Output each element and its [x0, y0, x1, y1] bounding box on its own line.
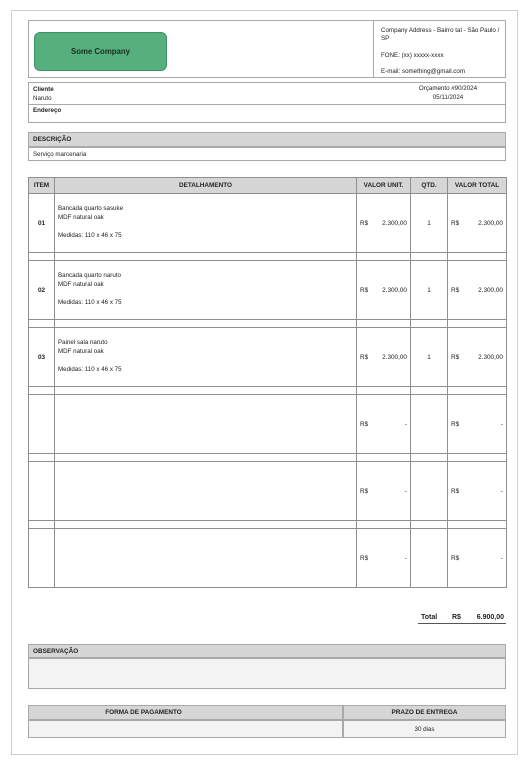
spacer-cell — [357, 253, 411, 261]
row-unit-value — [357, 194, 411, 253]
table-row — [29, 395, 507, 454]
delivery-value: 30 dias — [414, 726, 435, 733]
row-qty: 1 — [411, 194, 448, 253]
table-spacer-row — [29, 387, 507, 395]
spacer-cell — [29, 454, 55, 462]
observation-label: OBSERVAÇÃO — [33, 648, 79, 655]
spacer-cell — [411, 521, 448, 529]
row-item-number — [29, 395, 55, 454]
row-total-amount: 2.300,00 — [478, 219, 503, 227]
row-item-number: 02 — [29, 261, 55, 320]
spacer-cell — [411, 253, 448, 261]
row-detail — [55, 194, 357, 253]
row-item-number — [29, 529, 55, 588]
total-row — [418, 611, 506, 624]
delivery-value-box — [343, 720, 506, 738]
spacer-cell — [448, 521, 507, 529]
row-detail-measures: Medidas: 110 x 46 x 75 — [58, 365, 122, 373]
quote-date: 05/11/2024 — [432, 94, 464, 101]
table-row — [29, 194, 507, 253]
row-detail — [55, 529, 357, 588]
row-unit-currency: R$ — [360, 487, 369, 495]
spacer-cell — [29, 253, 55, 261]
header-detail: DETALHAMENTO — [55, 178, 357, 194]
row-unit-value — [357, 261, 411, 320]
row-qty: 1 — [411, 328, 448, 387]
company-logo — [34, 32, 167, 71]
items-table-header — [29, 178, 507, 194]
row-total-value — [448, 328, 507, 387]
payment-label: FORMA DE PAGAMENTO — [105, 709, 182, 716]
row-total-currency: R$ — [451, 487, 460, 495]
spacer-cell — [29, 387, 55, 395]
spacer-cell — [448, 387, 507, 395]
row-detail-title: Bancada quarto sasuke — [58, 205, 124, 213]
table-spacer-row — [29, 454, 507, 462]
row-total-currency: R$ — [451, 554, 460, 562]
description-value: Serviço marcenaria — [33, 151, 87, 158]
table-row — [29, 328, 507, 387]
row-detail — [55, 261, 357, 320]
row-detail-spacer — [58, 290, 353, 299]
payment-value-box — [28, 720, 343, 738]
row-detail-spacer — [58, 420, 353, 429]
row-detail-spacer — [58, 487, 353, 496]
spacer-cell — [357, 320, 411, 328]
row-total-value — [448, 395, 507, 454]
spacer-cell — [411, 320, 448, 328]
header-item: ITEM — [29, 178, 55, 194]
row-detail-material: MDF natural oak — [58, 348, 104, 355]
row-qty — [411, 395, 448, 454]
row-total-amount: 2.300,00 — [478, 353, 503, 361]
delivery-label: PRAZO DE ENTREGA — [391, 709, 458, 716]
client-name: Naruto — [33, 95, 52, 102]
company-phone: FONE: (xx) xxxxx-xxxx — [381, 52, 444, 59]
address-label: Endereço — [33, 107, 62, 114]
row-total-amount: - — [500, 420, 503, 428]
row-detail — [55, 462, 357, 521]
row-detail-spacer — [58, 357, 353, 366]
spacer-cell — [55, 387, 357, 395]
row-detail-title: Bancada quarto naruto — [58, 272, 121, 280]
row-unit-value — [357, 328, 411, 387]
row-total-value — [448, 462, 507, 521]
row-unit-amount: 2.300,00 — [382, 353, 407, 361]
row-total-value — [448, 261, 507, 320]
row-unit-amount: - — [404, 420, 407, 428]
spacer-cell — [357, 387, 411, 395]
payment-header — [28, 705, 343, 720]
row-total-amount: 2.300,00 — [478, 286, 503, 294]
description-value-box — [28, 147, 506, 161]
spacer-cell — [448, 253, 507, 261]
total-value: 6.900,00 — [476, 613, 504, 621]
row-qty — [411, 462, 448, 521]
row-unit-value — [357, 395, 411, 454]
spacer-cell — [55, 253, 357, 261]
spacer-cell — [411, 387, 448, 395]
row-item-number: 03 — [29, 328, 55, 387]
row-total-currency: R$ — [451, 219, 460, 227]
table-spacer-row — [29, 320, 507, 328]
spacer-cell — [55, 521, 357, 529]
spacer-cell — [55, 320, 357, 328]
description-header — [28, 132, 506, 147]
row-detail — [55, 395, 357, 454]
spacer-cell — [357, 454, 411, 462]
row-unit-currency: R$ — [360, 554, 369, 562]
table-spacer-row — [29, 253, 507, 261]
row-total-value — [448, 194, 507, 253]
row-unit-value — [357, 462, 411, 521]
client-row-divider — [28, 104, 506, 105]
row-total-amount: - — [500, 554, 503, 562]
table-row — [29, 462, 507, 521]
row-item-number — [29, 462, 55, 521]
row-detail-material: MDF natural oak — [58, 214, 104, 221]
total-label: Total — [421, 613, 438, 621]
company-name: Some Company — [71, 47, 130, 56]
row-total-currency: R$ — [451, 286, 460, 294]
row-detail-spacer — [58, 554, 353, 563]
row-unit-currency: R$ — [360, 420, 369, 428]
row-total-currency: R$ — [451, 420, 460, 428]
row-total-amount: - — [500, 487, 503, 495]
table-spacer-row — [29, 521, 507, 529]
quote-number: Orçamento #90/2024 — [418, 85, 478, 92]
row-unit-currency: R$ — [360, 286, 369, 294]
row-unit-amount: - — [404, 554, 407, 562]
header-qty: QTD. — [411, 178, 448, 194]
spacer-cell — [448, 320, 507, 328]
table-row — [29, 261, 507, 320]
company-info-divider — [373, 20, 374, 78]
header-total-value: VALOR TOTAL — [448, 178, 507, 194]
items-table — [28, 177, 507, 588]
row-unit-value — [357, 529, 411, 588]
spacer-cell — [411, 454, 448, 462]
table-row — [29, 529, 507, 588]
row-unit-currency: R$ — [360, 353, 369, 361]
row-item-number: 01 — [29, 194, 55, 253]
row-total-currency: R$ — [451, 353, 460, 361]
row-detail-measures: Medidas: 110 x 46 x 75 — [58, 231, 122, 239]
company-address: Company Address - Bairro tal - São Paulo / SP — [381, 27, 500, 43]
row-detail-spacer — [58, 223, 353, 232]
delivery-header — [343, 705, 506, 720]
row-qty — [411, 529, 448, 588]
header-unit-value: VALOR UNIT. — [357, 178, 411, 194]
description-label: DESCRIÇÃO — [33, 136, 72, 143]
row-detail-title: Painel sala naruto — [58, 339, 108, 347]
observation-header — [28, 644, 506, 658]
observation-area — [28, 658, 506, 689]
row-unit-amount: 2.300,00 — [382, 286, 407, 294]
spacer-cell — [448, 454, 507, 462]
spacer-cell — [55, 454, 357, 462]
company-email: E-mail: something@gmail.com — [381, 68, 465, 75]
spacer-cell — [357, 521, 411, 529]
row-total-value — [448, 529, 507, 588]
client-label: Cliente — [33, 86, 54, 93]
row-unit-currency: R$ — [360, 219, 369, 227]
spacer-cell — [29, 320, 55, 328]
row-unit-amount: - — [404, 487, 407, 495]
row-unit-amount: 2.300,00 — [382, 219, 407, 227]
total-currency: R$ — [452, 613, 461, 621]
row-qty: 1 — [411, 261, 448, 320]
row-detail-measures: Medidas: 110 x 46 x 75 — [58, 298, 122, 306]
row-detail-material: MDF natural oak — [58, 281, 104, 288]
row-detail — [55, 328, 357, 387]
spacer-cell — [29, 521, 55, 529]
